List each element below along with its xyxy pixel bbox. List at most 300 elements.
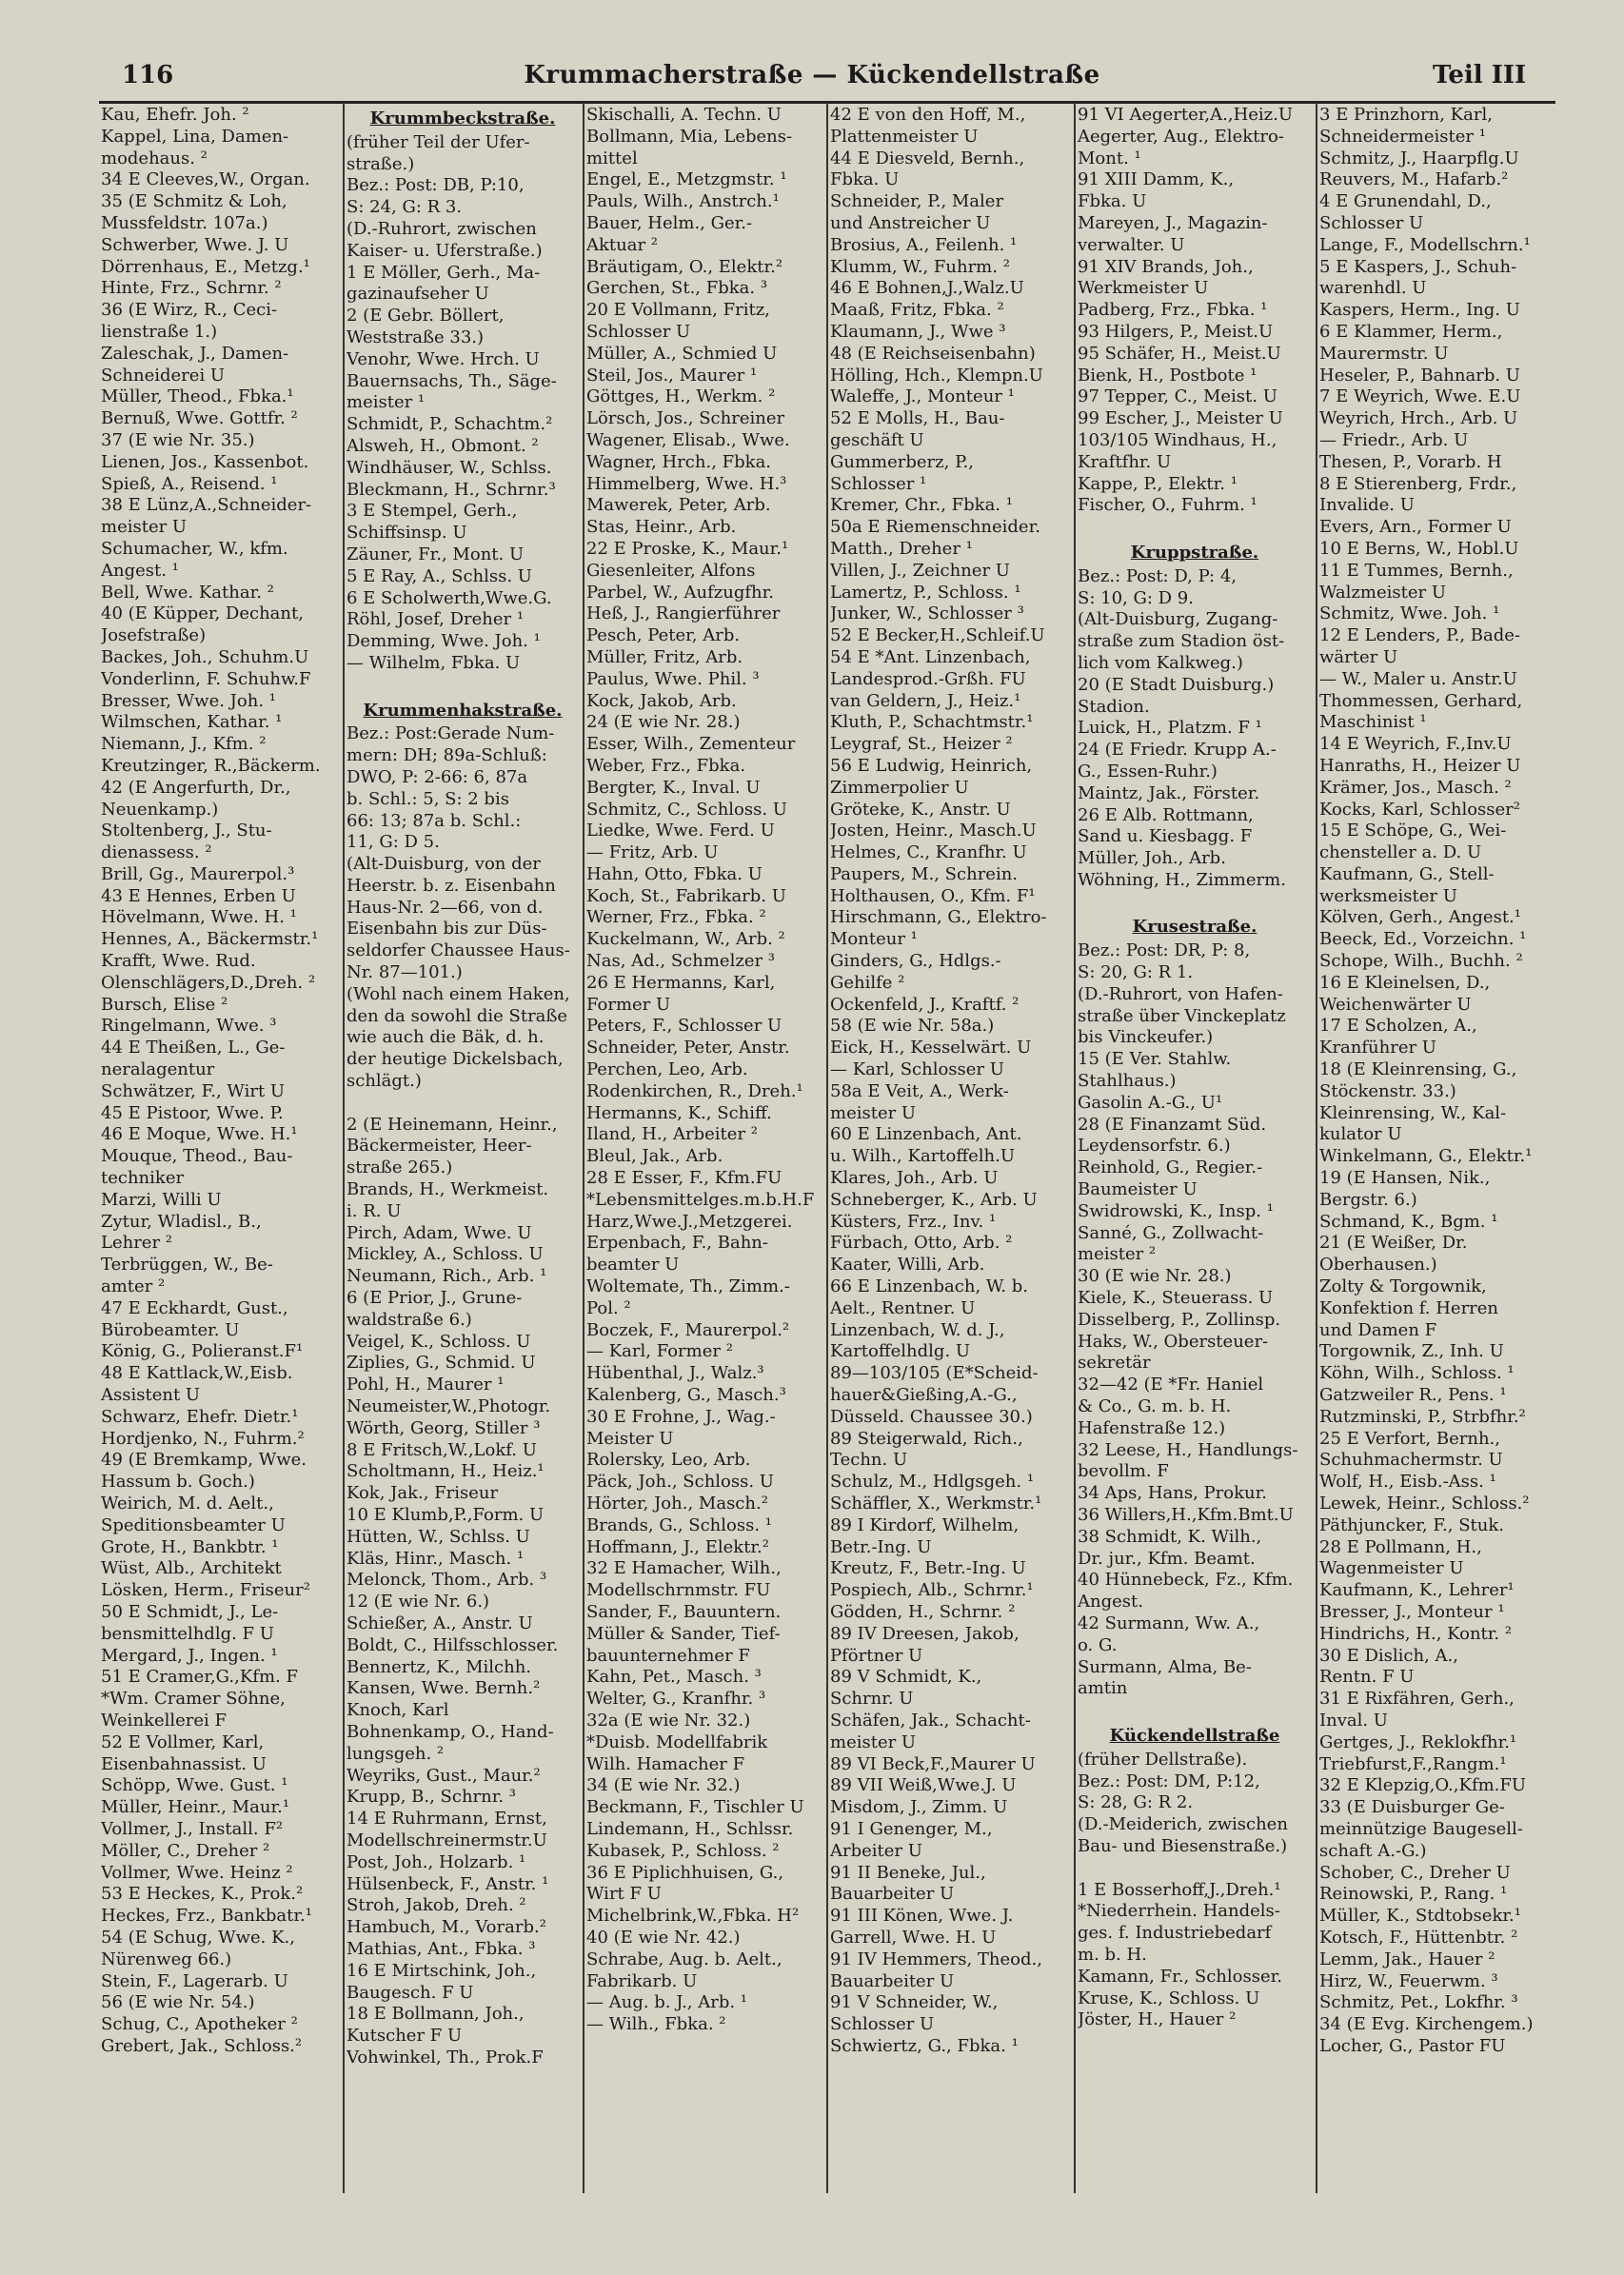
- directory-entry: (D.-Ruhrort, von Hafen-: [1078, 983, 1283, 1004]
- directory-entry: straße.): [347, 153, 415, 174]
- directory-entry: 91 V Schneider, W.,: [830, 1992, 999, 2013]
- directory-entry: Bergstr. 6.): [1319, 1189, 1417, 1210]
- directory-entry: Rodenkirchen, R., Dreh.¹: [586, 1080, 803, 1101]
- directory-entry: i. R. U: [347, 1200, 402, 1221]
- directory-entry: Schöpp, Wwe. Gust. ¹: [101, 1775, 288, 1796]
- directory-entry: Steil, Jos., Maurer ¹: [586, 365, 758, 386]
- directory-entry: Wagenmeister U: [1319, 1558, 1464, 1579]
- directory-entry: Hahn, Otto, Fbka. U: [586, 863, 762, 884]
- directory-entry: (Alt-Duisburg, von der: [347, 854, 541, 875]
- directory-entry: 44 E Theißen, L., Ge-: [101, 1038, 286, 1058]
- directory-entry: meister U: [830, 1102, 917, 1123]
- directory-entry: Kläs, Hinr., Masch. ¹: [347, 1548, 525, 1569]
- directory-entry: 32 Leese, H., Handlungs-: [1078, 1439, 1298, 1460]
- directory-entry: Disselberg, P., Zollinsp.: [1078, 1309, 1281, 1330]
- directory-entry: Modellschrnmstr. FU: [586, 1580, 771, 1601]
- directory-entry: Oberhausen.): [1319, 1255, 1437, 1276]
- directory-entry: Ginders, G., Hdlgs.-: [830, 951, 1001, 972]
- directory-entry: Vonderlinn, F. Schuhw.F: [101, 668, 311, 689]
- directory-entry: Modellschreinermstr.U: [347, 1830, 547, 1850]
- directory-entry: Backes, Joh., Schuhm.U: [101, 646, 309, 667]
- directory-entry: 28 E Esser, F., Kfm.FU: [586, 1168, 782, 1189]
- street-heading: Kückendellstraße: [1109, 1725, 1280, 1746]
- directory-entry: Kölven, Gerh., Angest.¹: [1319, 907, 1521, 928]
- directory-entry: Paupers, M., Schrein.: [830, 863, 1019, 884]
- directory-entry: Misdom, J., Zimm. U: [830, 1797, 1008, 1818]
- column-4: [828, 105, 1074, 2194]
- directory-entry: 24 (E Friedr. Krupp A.-: [1078, 740, 1277, 761]
- directory-entry: u. Wilh., Kartoffelh.U: [830, 1146, 1016, 1167]
- directory-entry: Grebert, Jak., Schloss.²: [101, 2035, 303, 2056]
- directory-entry: Schwiertz, G., Fbka. ¹: [830, 2035, 1019, 2056]
- directory-entry: Bez.: Post: DM, P:12,: [1078, 1771, 1260, 1791]
- directory-entry: — Wilh., Fbka. ²: [586, 2014, 726, 2035]
- directory-entry: 8 E Stierenberg, Frdr.,: [1319, 473, 1517, 494]
- directory-entry: 3 E Prinzhorn, Karl,: [1319, 105, 1493, 125]
- directory-entry: 1 E Bosserhoff,J.,Dreh.¹: [1078, 1879, 1281, 1900]
- directory-entry: Kaufmann, G., Stell-: [1319, 863, 1495, 884]
- directory-entry: — Fritz, Arb. U: [586, 842, 719, 863]
- street-heading: Krummenhakstraße.: [363, 700, 563, 721]
- volume-part: Teil III: [1433, 61, 1527, 89]
- directory-entry: 48 E Kattlack,W.,Eisb.: [101, 1363, 293, 1384]
- directory-entry: Hambuch, M., Vorarb.²: [347, 1917, 546, 1938]
- directory-entry: 40 (E wie Nr. 42.): [586, 1927, 741, 1948]
- directory-entry: 54 E *Ant. Linzenbach,: [830, 646, 1031, 667]
- directory-entry: *Niederrhein. Handels-: [1078, 1901, 1280, 1922]
- directory-entry: den da sowohl die Straße: [347, 1005, 568, 1026]
- directory-entry: Bennertz, K., Milchh.: [347, 1656, 532, 1677]
- directory-entry: 15 E Schöpe, G., Wei-: [1319, 821, 1507, 841]
- directory-entry: Hordjenko, N., Fuhrm.²: [101, 1428, 305, 1449]
- directory-entry: Schug, C., Apotheker ²: [101, 2014, 298, 2035]
- directory-entry: Perchen, Leo, Arb.: [586, 1059, 748, 1080]
- directory-entry: 103/105 Windhaus, H.,: [1078, 429, 1277, 450]
- directory-entry: Schmitz, Wwe. Joh. ¹: [1319, 603, 1500, 624]
- directory-entry: Woltemate, Th., Zimm.-: [586, 1276, 790, 1297]
- directory-entry: 16 E Mirtschink, Joh.,: [347, 1960, 537, 1981]
- directory-entry: Rutzminski, P., Strbfhr.²: [1319, 1406, 1526, 1427]
- directory-entry: bis Vinckeufer.): [1078, 1027, 1214, 1048]
- directory-entry: Triebfurst,F.,Rangm.¹: [1319, 1753, 1507, 1774]
- directory-entry: 46 E Moque, Wwe. H.¹: [101, 1124, 298, 1145]
- directory-entry: Peters, F., Schlosser U: [586, 1016, 782, 1037]
- directory-entry: 99 Escher, J., Meister U: [1078, 408, 1283, 429]
- directory-entry: Locher, G., Pastor FU: [1319, 2035, 1506, 2056]
- directory-entry: 95 Schäfer, H., Meist.U: [1078, 343, 1281, 364]
- directory-entry: 16 E Kleinelsen, D.,: [1319, 972, 1491, 993]
- directory-entry: Wolf, H., Eisb.-Ass. ¹: [1319, 1472, 1496, 1493]
- directory-entry: Lindemann, H., Schlssr.: [586, 1818, 794, 1839]
- directory-entry: Kappel, Lina, Damen-: [101, 126, 289, 147]
- directory-entry: Schneidermeister ¹: [1319, 126, 1486, 147]
- directory-entry: 40 Hünnebeck, Fz., Kfm.: [1078, 1570, 1294, 1591]
- directory-entry: modehaus. ²: [101, 148, 208, 168]
- directory-entry: Terbrüggen, W., Be-: [101, 1255, 273, 1276]
- column-1: [99, 105, 343, 2194]
- directory-entry: der heutige Dickelsbach,: [347, 1049, 564, 1070]
- directory-entry: Gödden, H., Schrnr. ²: [830, 1601, 1016, 1622]
- directory-entry: Bräutigam, O., Elektr.²: [586, 256, 783, 277]
- directory-entry: Baumeister U: [1078, 1179, 1198, 1200]
- directory-entry: Zytur, Wladisl., B.,: [101, 1211, 262, 1232]
- directory-entry: Stöckenstr. 33.): [1319, 1080, 1456, 1101]
- directory-entry: Schäffler, X., Werkmstr.¹: [830, 1494, 1042, 1513]
- directory-entry: Sanné, G., Zollwacht-: [1078, 1222, 1264, 1243]
- directory-entry: Himmelberg, Wwe. H.³: [586, 473, 787, 494]
- directory-entry: 52 E Vollmer, Karl,: [101, 1731, 265, 1752]
- directory-entry: 60 E Linzenbach, Ant.: [830, 1124, 1022, 1145]
- directory-entry: Koch, St., Fabrikarb. U: [586, 885, 786, 906]
- directory-entry: Welter, G., Kranfhr. ³: [586, 1689, 766, 1710]
- directory-entry: Thesen, P., Vorarb. H: [1319, 451, 1502, 472]
- directory-entry: *Lebensmittelges.m.b.H.F: [586, 1189, 815, 1210]
- directory-entry: warenhdl. U: [1319, 278, 1427, 299]
- directory-entry: 6 (E Prior, J., Grune-: [347, 1288, 523, 1309]
- directory-entry: 34 (E wie Nr. 32.): [586, 1775, 741, 1796]
- directory-entry: Mussfeldstr. 107a.): [101, 212, 268, 233]
- directory-entry: Gasolin A.-G., U¹: [1078, 1092, 1223, 1113]
- directory-entry: G., Essen-Ruhr.): [1078, 761, 1218, 781]
- directory-entry: Brosius, A., Feilenh. ¹: [830, 234, 1018, 255]
- directory-entry: Maaß, Fritz, Fbka. ²: [830, 300, 1004, 321]
- directory-entry: 38 E Lünz,A.,Schneider-: [101, 495, 312, 516]
- directory-entry: Mareyen, J., Magazin-: [1078, 212, 1268, 233]
- directory-entry: (Wohl nach einem Haken,: [347, 983, 570, 1004]
- directory-entry: [347, 1093, 579, 1115]
- directory-entry: Schneider, Peter, Anstr.: [586, 1038, 790, 1058]
- directory-entry: Aelt., Rentner. U: [830, 1297, 976, 1318]
- directory-entry: Engel, E., Metzgmstr. ¹: [586, 169, 787, 190]
- directory-entry: Schneiderei U: [101, 365, 226, 386]
- directory-entry: 10 E Berns, W., Hobl.U: [1319, 538, 1519, 559]
- directory-entry: Schlosser U: [830, 2014, 935, 2035]
- directory-entry: 17 E Scholzen, A.,: [1319, 1016, 1477, 1037]
- directory-entry: Hütten, W., Schlss. U: [347, 1526, 530, 1547]
- directory-entry: Mont. ¹: [1078, 148, 1141, 168]
- directory-entry: Kock, Jakob, Arb.: [586, 690, 737, 711]
- directory-entry: Ringelmann, Wwe. ³: [101, 1016, 277, 1037]
- directory-entry: Kaspers, Herm., Ing. U: [1319, 300, 1520, 321]
- directory-entry: Schuhmachermstr. U: [1319, 1450, 1503, 1471]
- directory-entry: — Aug. b. J., Arb. ¹: [586, 1992, 748, 2013]
- directory-entry: 66 E Linzenbach, W. b.: [830, 1276, 1028, 1297]
- directory-entry: Fbka. U: [830, 169, 900, 190]
- directory-entry: 20 (E Stadt Duisburg.): [1078, 674, 1275, 695]
- directory-entry: bauunternehmer F: [586, 1645, 750, 1666]
- directory-entry: Landesprod.-Grßh. FU: [830, 668, 1026, 689]
- directory-entry: Kahn, Pet., Masch. ³: [586, 1667, 762, 1688]
- directory-entry: Schneberger, K., Arb. U: [830, 1189, 1038, 1210]
- directory-entry: Fischer, O., Fuhrm. ¹: [1078, 495, 1258, 516]
- directory-entry: 89 V Schmidt, K.,: [830, 1667, 982, 1688]
- directory-entry: Olenschlägers,D.,Dreh. ²: [101, 972, 316, 993]
- directory-entry: — W., Maler u. Anstr.U: [1319, 668, 1517, 689]
- directory-entry: wärter U: [1319, 646, 1398, 667]
- directory-entry: Lemm, Jak., Hauer ²: [1319, 1949, 1495, 1969]
- directory-entry: Hinte, Frz., Schrnr. ²: [101, 278, 282, 299]
- directory-entry: Wöhning, H., Zimmerm.: [1078, 869, 1286, 890]
- directory-entry: Göttges, H., Werkm. ²: [586, 386, 776, 407]
- directory-entry: 32 E Hamacher, Wilh.,: [586, 1558, 782, 1579]
- directory-entry: neralagentur: [101, 1059, 215, 1080]
- directory-entry: Bollmann, Mia, Lebens-: [586, 126, 793, 147]
- directory-entry: 28 E Pollmann, H.,: [1319, 1536, 1482, 1557]
- directory-entry: Demming, Wwe. Joh. ¹: [347, 631, 541, 652]
- directory-entry: Schumacher, W., kfm.: [101, 538, 288, 559]
- directory-entry: Fürbach, Otto, Arb. ²: [830, 1233, 1013, 1254]
- directory-entry: Linzenbach, W. d. J.,: [830, 1319, 1005, 1340]
- directory-entry: Maschinist ¹: [1319, 712, 1427, 733]
- directory-entry: 1 E Möller, Gerh., Ma-: [347, 262, 541, 283]
- directory-entry: S: 28, G: R 2.: [1078, 1792, 1194, 1813]
- directory-entry: Krupp, B., Schrnr. ³: [347, 1787, 517, 1808]
- directory-entry: Pohl, H., Maurer ¹: [347, 1375, 505, 1395]
- directory-entry: Schrnr. U: [830, 1689, 914, 1710]
- directory-entry: Lehrer ²: [101, 1233, 172, 1254]
- directory-entry: 40 (E Küpper, Dechant,: [101, 603, 304, 624]
- directory-entry: Schlosser ¹: [830, 473, 927, 494]
- directory-entry: Villen, J., Zeichner U: [830, 560, 1010, 581]
- directory-entry: Stoltenberg, J., Stu-: [101, 821, 272, 841]
- directory-entry: 18 E Bollmann, Joh.,: [347, 2004, 525, 2025]
- directory-entry: Knoch, Karl: [347, 1700, 449, 1721]
- directory-entry: 91 I Genenger, M.,: [830, 1818, 993, 1839]
- directory-entry: Evers, Arn., Former U: [1319, 517, 1512, 538]
- directory-entry: 93 Hilgers, P., Meist.U: [1078, 321, 1274, 342]
- directory-entry: Aktuar ²: [586, 234, 659, 255]
- directory-entry: Wörth, Georg, Stiller ³: [347, 1417, 541, 1438]
- directory-entry: Betr.-Ing. U: [830, 1536, 932, 1557]
- directory-entry: Hövelmann, Wwe. H. ¹: [101, 907, 297, 928]
- directory-entry: Former U: [586, 994, 671, 1015]
- directory-entry: kulator U: [1319, 1124, 1402, 1145]
- directory-entry: Kruse, K., Schloss. U: [1078, 1988, 1260, 2008]
- directory-entry: Wilmschen, Kathar. ¹: [101, 712, 283, 733]
- page-number: 116: [122, 61, 174, 89]
- directory-entry: meister ¹: [347, 392, 426, 413]
- directory-entry: Vollmer, J., Install. F²: [101, 1818, 284, 1839]
- directory-entry: Vohwinkel, Th., Prok.F: [347, 2047, 544, 2067]
- directory-entry: Harz,Wwe.J.,Metzgerei.: [586, 1211, 793, 1232]
- directory-entry: 26 E Hermanns, Karl,: [586, 972, 776, 993]
- directory-entry: 50 E Schmidt, J., Le-: [101, 1601, 279, 1622]
- directory-entry: Esser, Wilh., Zementeur: [586, 734, 796, 755]
- directory-entry: 34 Aps, Hans, Prokur.: [1078, 1483, 1267, 1504]
- directory-entry: 32a (E wie Nr. 32.): [586, 1710, 751, 1731]
- directory-entry: Spieß, A., Reisend. ¹: [101, 473, 278, 494]
- directory-entry: Hölling, Hch., Klempn.U: [830, 365, 1043, 386]
- directory-entry: Bäckermeister, Heer-: [347, 1136, 532, 1157]
- directory-entry: Garrell, Wwe. H. U: [830, 1927, 997, 1948]
- directory-entry: amtin: [1078, 1678, 1128, 1699]
- directory-entry: Bleckmann, H., Schrnr.³: [347, 479, 556, 500]
- directory-entry: Heseler, P., Bahnarb. U: [1319, 365, 1520, 386]
- directory-entry: Rentn. F U: [1319, 1667, 1415, 1688]
- directory-entry: Schlosser U: [1319, 212, 1424, 233]
- directory-entry: Giesenleiter, Alfons: [586, 560, 756, 581]
- directory-entry: Klumm, W., Fuhrm. ²: [830, 256, 1010, 277]
- directory-entry: Liedke, Wwe. Ferd. U: [586, 821, 775, 841]
- directory-entry: 2 (E Heinemann, Heinr.,: [347, 1114, 558, 1135]
- directory-entry: Melonck, Thom., Arb. ³: [347, 1570, 547, 1591]
- directory-entry: Boldt, C., Hilfsschlosser.: [347, 1634, 559, 1655]
- directory-entry: (früher Dellstraße).: [1078, 1749, 1248, 1770]
- directory-entry: Kalenberg, G., Masch.³: [586, 1385, 786, 1406]
- directory-entry: Schwarz, Ehefr. Dietr.¹: [101, 1406, 299, 1427]
- directory-entry: 19 (E Hansen, Nik.,: [1319, 1168, 1491, 1189]
- directory-entry: 53 E Heckes, K., Prok.²: [101, 1884, 304, 1905]
- directory-entry: Bau- und Biesenstraße.): [1078, 1835, 1288, 1856]
- directory-entry: 15 (E Ver. Stahlw.: [1078, 1049, 1232, 1070]
- directory-entry: Veigel, K., Schloss. U: [347, 1331, 531, 1352]
- directory-entry: Kappe, P., Elektr. ¹: [1078, 473, 1238, 494]
- directory-entry: Marzi, Willi U: [101, 1189, 222, 1210]
- directory-entry: [1078, 1700, 1312, 1722]
- directory-entry: 45 E Pistoor, Wwe. P.: [101, 1102, 284, 1123]
- directory-entry: 18 (E Kleinrensing, G.,: [1319, 1059, 1517, 1080]
- directory-entry: 34 E Cleeves,W., Organ.: [101, 169, 310, 190]
- directory-entry: Brill, Gg., Maurerpol.³: [101, 863, 295, 884]
- directory-entry: werksmeister U: [1319, 885, 1457, 906]
- directory-entry: Beeck, Ed., Vorzeichn. ¹: [1319, 929, 1527, 950]
- directory-entry: Kaater, Willi, Arb.: [830, 1255, 985, 1276]
- directory-entry: 97 Tepper, C., Meist. U: [1078, 386, 1277, 407]
- directory-entry: Skischalli, A. Techn. U: [586, 105, 782, 125]
- directory-entry: 22 E Proske, K., Maur.¹: [586, 538, 789, 559]
- directory-entry: Weirich, M. d. Aelt.,: [101, 1494, 274, 1513]
- directory-entry: Kutscher F U: [347, 2026, 463, 2047]
- directory-entry: Hennes, A., Bäckermstr.¹: [101, 929, 319, 950]
- directory-entry: Lörsch, Jos., Schreiner: [586, 408, 785, 429]
- directory-entry: Röhl, Josef, Dreher ¹: [347, 609, 525, 630]
- directory-entry: 37 (E wie Nr. 35.): [101, 429, 255, 450]
- directory-entry: 7 E Weyrich, Wwe. E.U: [1319, 386, 1521, 407]
- directory-entry: Kamann, Fr., Schlosser.: [1078, 1966, 1282, 1987]
- directory-entry: Küsters, Frz., Inv. ¹: [830, 1211, 997, 1232]
- directory-entry: amter ²: [101, 1276, 166, 1297]
- directory-entry: Gröteke, K., Anstr. U: [830, 799, 1011, 820]
- directory-entry: Bohnenkamp, O., Hand-: [347, 1721, 554, 1742]
- directory-entry: Parbel, W., Aufzugfhr.: [586, 582, 774, 603]
- directory-entry: Kreutz, F., Betr.-Ing. U: [830, 1558, 1026, 1579]
- directory-entry: Neuenkamp.): [101, 799, 219, 820]
- directory-entry: Helmes, C., Kranfhr. U: [830, 842, 1027, 863]
- directory-entry: 10 E Klumb,P.,Form. U: [347, 1505, 545, 1525]
- directory-entry: Heerstr. b. z. Eisenbahn: [347, 875, 556, 896]
- directory-entry: Bauernsachs, Th., Säge-: [347, 370, 557, 391]
- directory-entry: Speditionsbeamter U: [101, 1514, 286, 1535]
- directory-entry: Kreutzinger, R.,Bäckerm.: [101, 755, 321, 776]
- directory-entry: Bresser, J., Monteur ¹: [1319, 1601, 1505, 1622]
- directory-entry: Eisenbahnassist. U: [101, 1753, 267, 1774]
- directory-entry: Fbka. U: [1078, 191, 1147, 212]
- directory-entry: Pesch, Peter, Arb.: [586, 625, 741, 646]
- directory-entry: Müller & Sander, Tief-: [586, 1623, 781, 1644]
- directory-entry: Boczek, F., Maurerpol.²: [586, 1319, 790, 1340]
- directory-entry: Baugesch. F U: [347, 1982, 474, 2003]
- directory-entry: meinnützige Baugesell-: [1319, 1818, 1523, 1839]
- page-title: Krummacherstraße — Kückendellstraße: [524, 61, 1100, 89]
- directory-entry: meister ²: [1078, 1244, 1157, 1265]
- directory-entry: — Karl, Former ²: [586, 1341, 733, 1362]
- directory-entry: Schiffsinsp. U: [347, 523, 467, 544]
- directory-entry: Kaufmann, K., Lehrer¹: [1319, 1580, 1515, 1601]
- directory-entry: 5 E Kaspers, J., Schuh-: [1319, 256, 1517, 277]
- directory-entry: Eisenbahn bis zur Düs-: [347, 919, 547, 940]
- directory-entry: straße über Vinckeplatz: [1078, 1005, 1286, 1026]
- directory-entry: (D.-Ruhrort, zwischen: [347, 218, 537, 239]
- directory-entry: 33 (E Duisburger Ge-: [1319, 1797, 1505, 1818]
- directory-entry: Lange, F., Modellschrn.¹: [1319, 234, 1531, 255]
- directory-entry: 32 E Klepzig,O.,Kfm.FU: [1319, 1775, 1527, 1796]
- directory-entry: Bez.: Post:Gerade Num-: [347, 723, 555, 744]
- directory-entry: Kartoffelhdlg. U: [830, 1341, 971, 1362]
- directory-entry: Maintz, Jak., Förster.: [1078, 782, 1260, 803]
- directory-entry: 11, G: D 5.: [347, 832, 440, 853]
- directory-entry: 36 E Piplichhuisen, G.,: [586, 1862, 784, 1883]
- directory-entry: Kluth, P., Schachtmstr.¹: [830, 712, 1034, 733]
- directory-entry: Schulz, M., Hdlgsgeh. ¹: [830, 1472, 1035, 1493]
- directory-entry: 89 I Kirdorf, Wilhelm,: [830, 1514, 1020, 1535]
- directory-entry: Müller, A., Schmied U: [586, 343, 778, 364]
- directory-entry: dienassess. ²: [101, 842, 212, 863]
- directory-entry: Schlosser U: [586, 321, 691, 342]
- directory-entry: Bleul, Jak., Arb.: [586, 1146, 723, 1167]
- directory-entry: Fabrikarb. U: [586, 1970, 698, 1991]
- directory-entry: Mergard, J., Ingen. ¹: [101, 1645, 278, 1666]
- directory-entry: 5 E Ray, A., Schlss. U: [347, 565, 532, 586]
- directory-entry: gazinaufseher U: [347, 284, 489, 305]
- directory-entry: Bez.: Post: DB, P:10,: [347, 175, 525, 196]
- directory-entry: Köhn, Wilh., Schloss. ¹: [1319, 1363, 1515, 1384]
- directory-entry: bensmittelhdlg. F U: [101, 1623, 274, 1644]
- directory-entry: Kocks, Karl, Schlosser²: [1319, 799, 1520, 820]
- directory-entry: straße zum Stadion öst-: [1078, 631, 1285, 652]
- directory-entry: Kranführer U: [1319, 1038, 1436, 1058]
- directory-entry: Torgownik, Z., Inh. U: [1319, 1341, 1504, 1362]
- directory-entry: 12 (E wie Nr. 6.): [347, 1592, 490, 1612]
- directory-entry: 26 E Alb. Rottmann,: [1078, 804, 1254, 825]
- directory-entry: und Damen F: [1319, 1319, 1437, 1340]
- directory-entry: waldstraße 6.): [347, 1309, 472, 1330]
- directory-entry: 28 (E Finanzamt Süd.: [1078, 1114, 1267, 1135]
- directory-entry: Inval. U: [1319, 1710, 1388, 1731]
- directory-entry: Junker, W., Schlosser ³: [830, 603, 1024, 624]
- directory-entry: Hafenstraße 12.): [1078, 1417, 1226, 1438]
- directory-entry: 91 XIV Brands, Joh.,: [1078, 256, 1254, 277]
- directory-entry: Arbeiter U: [830, 1840, 922, 1861]
- directory-entry: 47 E Eckhardt, Gust.,: [101, 1297, 288, 1318]
- directory-entry: Schießer, A., Anstr. U: [347, 1612, 533, 1633]
- directory-entry: 52 E Becker,H.,Schleif.U: [830, 625, 1045, 646]
- directory-entry: 91 II Beneke, Jul.,: [830, 1862, 986, 1883]
- directory-entry: Reuvers, M., Hafarb.²: [1319, 169, 1509, 190]
- directory-entry: — Karl, Schlosser U: [830, 1059, 1004, 1080]
- directory-entry: Bauarbeiter U: [830, 1884, 955, 1905]
- directory-entry: Gerchen, St., Fbka. ³: [586, 278, 768, 299]
- directory-entry: 30 E Dislich, A.,: [1319, 1645, 1458, 1666]
- directory-entry: Heß, J., Rangierführer: [586, 603, 781, 624]
- directory-entry: Eick, H., Kesselwärt. U: [830, 1038, 1032, 1058]
- directory-entry: Zäuner, Fr., Mont. U: [347, 544, 525, 564]
- directory-entry: Jöster, H., Hauer ²: [1078, 2009, 1237, 2030]
- directory-entry: Müller, Joh., Arb.: [1078, 848, 1226, 869]
- directory-entry: (früher Teil der Ufer-: [347, 131, 530, 152]
- directory-entry: Werkmeister U: [1078, 278, 1209, 299]
- directory-entry: Schmidt, P., Schachtm.²: [347, 414, 553, 435]
- directory-entry: Schmitz, J., Haarpflg.U: [1319, 148, 1519, 168]
